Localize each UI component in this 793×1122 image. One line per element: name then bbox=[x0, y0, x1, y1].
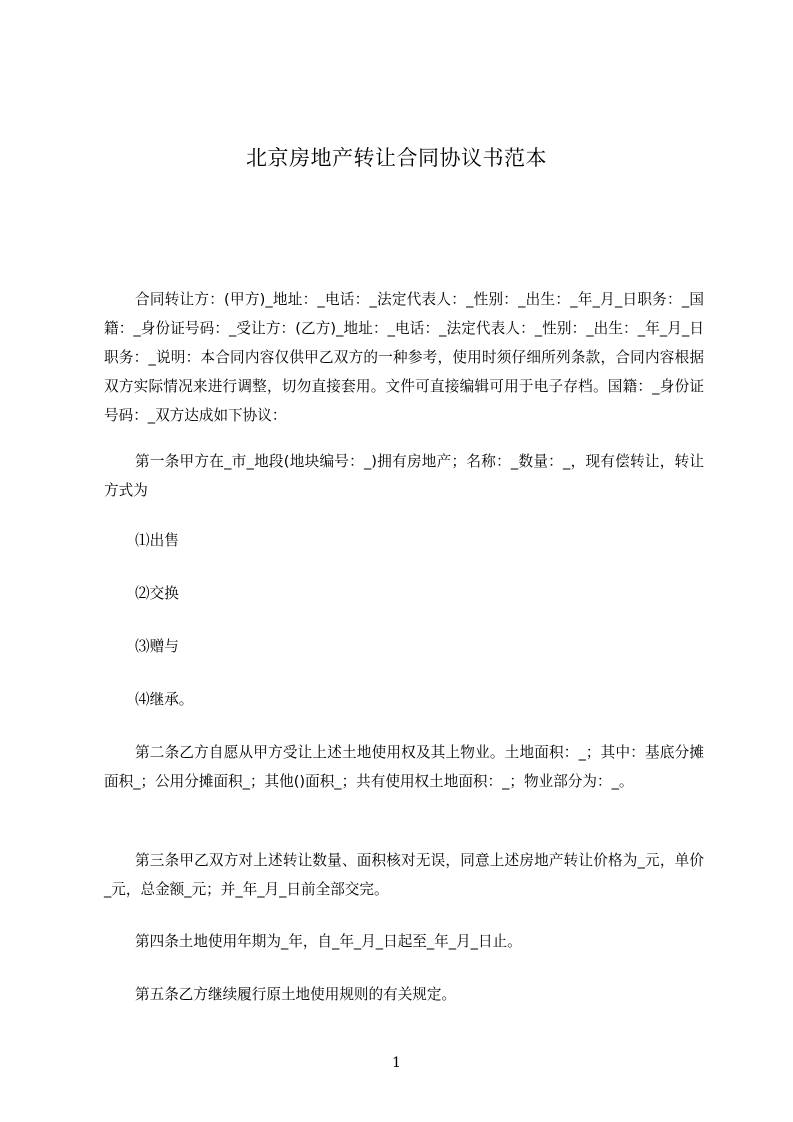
page-number: 1 bbox=[392, 1055, 401, 1071]
transfer-option-sale: ⑴出售 bbox=[135, 532, 179, 549]
article-4-paragraph: 第四条土地使用年期为_年，自_年_月_日起至_年_月_日止。 bbox=[135, 933, 522, 950]
transfer-option-inheritance: ⑷继承。 bbox=[135, 691, 194, 708]
article-2-paragraph: 第二条乙方自愿从甲方受让上述土地使用权及其上物业。土地面积：_；其中：基底分摊面积_；公用分摊面积_；其他()面积_；共有使用权土地面积：_；物业部分为：_。 bbox=[104, 744, 704, 790]
article-5-paragraph: 第五条乙方继续履行原土地使用规则的有关规定。 bbox=[135, 986, 457, 1003]
article-3-paragraph: 第三条甲乙双方对上述转让数量、面积核对无误，同意上述房地产转让价格为_元，单价_元，总金额_元；并_年_月_日前全部交完。 bbox=[104, 852, 704, 898]
article-1-paragraph: 第一条甲方在_市_地段(地块编号：_)拥有房地产；名称：_数量：_，现有偿转让，转让方式为 bbox=[104, 453, 704, 499]
transfer-option-gift: ⑶赠与 bbox=[135, 638, 179, 655]
transfer-option-exchange: ⑵交换 bbox=[135, 585, 179, 602]
contract-intro-paragraph: 合同转让方：(甲方)_地址：_电话：_法定代表人：_性别：_出生：_年_月_日职务：_国籍：_身份证号码：_受让方：(乙方)_地址：_电话：_法定代表人：_性别：_出生：_年_月_日职务：_说明：本合同内容仅供甲乙双方的一种参考，使用时须仔细所列条款，合同内容根据双方实际情况来进行调整，切勿直接套用。文件可直接编辑可用于电子存档。国籍：_身份证号码：_双方达成如下协议： bbox=[104, 291, 704, 424]
document-title: 北京房地产转让合同协议书范本 bbox=[246, 146, 547, 170]
